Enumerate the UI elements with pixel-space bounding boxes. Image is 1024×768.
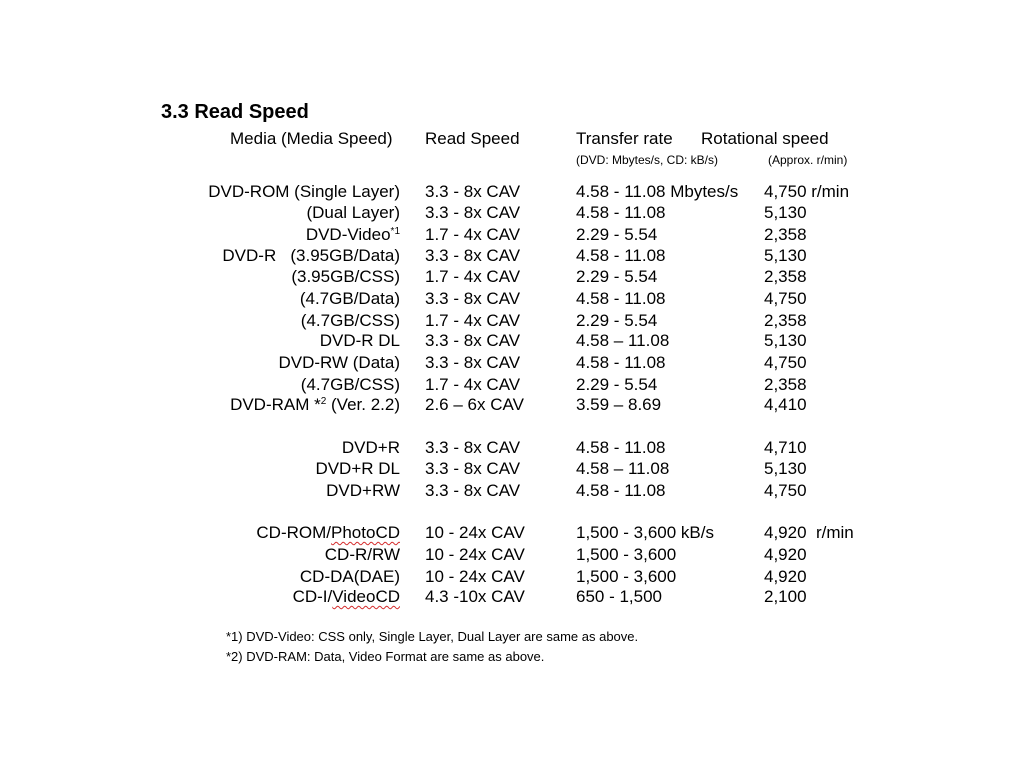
table-row [0, 267, 1024, 289]
transfer-rate-cell: 4.58 - 11.08 [576, 438, 666, 457]
section-title: 3.3 Read Speed [161, 101, 309, 123]
footnote-marker: *1 [390, 226, 400, 237]
media-label-version: (Ver. 2.2) [326, 395, 400, 414]
footnote-marker: 2 [320, 396, 327, 407]
table-row [0, 289, 1024, 311]
table-row [0, 375, 1024, 397]
table-row [0, 523, 1024, 545]
footnote-1: *1) DVD-Video: CSS only, Single Layer, Dual Layer are same as above. [226, 629, 639, 644]
media-cell [256, 523, 400, 543]
read-speed-cell: 3.3 - 8x CAV [425, 438, 521, 457]
transfer-rate-cell: 3.59 – 8.69 [576, 395, 662, 414]
rotational-speed-cell: 5,130 [764, 331, 807, 350]
header-rotational-speed: Rotational speed [701, 129, 829, 148]
table-row [0, 395, 1024, 417]
rotational-speed-cell: 2,358 [764, 375, 807, 394]
table-row [0, 438, 1024, 460]
read-speed-cell: 10 - 24x CAV [425, 545, 525, 564]
header-transfer-rate: Transfer rate [576, 129, 673, 148]
table-row [0, 331, 1024, 353]
media-cell [230, 395, 400, 415]
transfer-rate-cell: 4.58 – 11.08 [576, 331, 670, 350]
read-speed-cell: 10 - 24x CAV [425, 523, 525, 542]
transfer-rate-cell: 1,500 - 3,600 kB/s [576, 523, 714, 542]
rotational-speed-cell: 4,920 [764, 567, 807, 586]
rotational-speed-cell: 4,750 [764, 481, 807, 500]
rotational-speed-cell: 4,410 [764, 395, 807, 414]
transfer-rate-cell: 2.29 - 5.54 [576, 311, 658, 330]
rotational-speed-cell: 2,358 [764, 311, 807, 330]
media-cell: DVD+R [341, 438, 400, 457]
spellcheck-word: PhotoCD [331, 523, 400, 542]
media-cell: DVD-ROM (Single Layer) [208, 182, 400, 201]
read-speed-cell: 3.3 - 8x CAV [425, 481, 521, 500]
rotational-speed-cell: 4,710 [764, 438, 807, 457]
media-cell: (Dual Layer) [306, 203, 400, 222]
media-label: DVD-Video [305, 225, 391, 244]
rotational-speed-cell: 4,750 [764, 353, 807, 372]
rotational-speed-cell: 2,100 [764, 587, 807, 606]
read-speed-cell: 3.3 - 8x CAV [425, 182, 521, 201]
rotational-speed-cell: 5,130 [764, 203, 807, 222]
table-row [0, 353, 1024, 375]
table-row [0, 225, 1024, 247]
media-cell: DVD+RW [326, 481, 400, 500]
table-row [0, 246, 1024, 268]
media-cell [293, 587, 400, 607]
table-row [0, 311, 1024, 333]
rotational-speed-cell: 4,920 r/min [764, 523, 854, 542]
table-row [0, 567, 1024, 589]
transfer-rate-cell: 4.58 – 11.08 [576, 459, 670, 478]
media-cell: (4.7GB/CSS) [300, 375, 400, 394]
table-row [0, 481, 1024, 503]
read-speed-cell: 3.3 - 8x CAV [425, 289, 521, 308]
read-speed-cell: 3.3 - 8x CAV [425, 459, 521, 478]
media-cell: CD-DA(DAE) [299, 567, 400, 586]
header-media: Media (Media Speed) [230, 129, 393, 148]
transfer-rate-cell: 4.58 - 11.08 [576, 203, 666, 222]
media-cell: (4.7GB/CSS) [300, 311, 400, 330]
rotational-speed-cell: 5,130 [764, 459, 807, 478]
media-cell: (3.95GB/CSS) [291, 267, 400, 286]
rotational-speed-cell: 4,750 [764, 289, 807, 308]
table-row [0, 459, 1024, 481]
header-read-speed: Read Speed [425, 129, 520, 148]
media-cell: CD-R/RW [324, 545, 400, 564]
media-cell: DVD+R DL [315, 459, 400, 478]
transfer-rate-units: (DVD: Mbytes/s, CD: kB/s) [576, 153, 719, 167]
transfer-rate-cell: 4.58 - 11.08 [576, 353, 666, 372]
transfer-rate-cell: 2.29 - 5.54 [576, 225, 658, 244]
table-row [0, 203, 1024, 225]
read-speed-cell: 3.3 - 8x CAV [425, 331, 521, 350]
read-speed-cell: 1.7 - 4x CAV [425, 267, 521, 286]
media-cell: DVD-R DL [319, 331, 400, 350]
spellcheck-word: VideoCD [332, 587, 400, 606]
media-cell: (4.7GB/Data) [299, 289, 400, 308]
rotational-speed-cell: 2,358 [764, 225, 807, 244]
rotational-speed-cell: 2,358 [764, 267, 807, 286]
transfer-rate-cell: 4.58 - 11.08 Mbytes/s [576, 182, 739, 201]
transfer-rate-cell: 4.58 - 11.08 [576, 481, 666, 500]
transfer-rate-cell: 1,500 - 3,600 [576, 567, 677, 586]
rotational-speed-cell: 4,920 [764, 545, 807, 564]
read-speed-cell: 1.7 - 4x CAV [425, 311, 521, 330]
read-speed-cell: 4.3 -10x CAV [425, 587, 525, 606]
media-cell [306, 225, 400, 245]
media-cell: DVD-RW (Data) [278, 353, 400, 372]
media-label: CD-ROM/ [256, 523, 332, 542]
read-speed-cell: 3.3 - 8x CAV [425, 246, 521, 265]
transfer-rate-cell: 1,500 - 3,600 [576, 545, 677, 564]
read-speed-cell: 3.3 - 8x CAV [425, 353, 521, 372]
read-speed-cell: 2.6 – 6x CAV [425, 395, 524, 414]
read-speed-cell: 10 - 24x CAV [425, 567, 525, 586]
read-speed-cell: 1.7 - 4x CAV [425, 225, 521, 244]
media-label: CD-I/ [292, 587, 333, 606]
transfer-rate-cell: 650 - 1,500 [576, 587, 663, 606]
transfer-rate-cell: 4.58 - 11.08 [576, 289, 666, 308]
read-speed-cell: 1.7 - 4x CAV [425, 375, 521, 394]
transfer-rate-cell: 2.29 - 5.54 [576, 267, 658, 286]
rotational-speed-units: (Approx. r/min) [768, 153, 848, 167]
rotational-speed-cell: 5,130 [764, 246, 807, 265]
table-row [0, 182, 1024, 204]
footnote-2: *2) DVD-RAM: Data, Video Format are same as above. [226, 649, 545, 664]
media-cell: DVD-R (3.95GB/Data) [222, 246, 400, 265]
table-row [0, 587, 1024, 609]
media-label: DVD-RAM * [230, 395, 321, 414]
transfer-rate-cell: 2.29 - 5.54 [576, 375, 658, 394]
transfer-rate-cell: 4.58 - 11.08 [576, 246, 666, 265]
read-speed-cell: 3.3 - 8x CAV [425, 203, 521, 222]
rotational-speed-cell: 4,750 r/min [764, 182, 850, 201]
table-row [0, 545, 1024, 567]
